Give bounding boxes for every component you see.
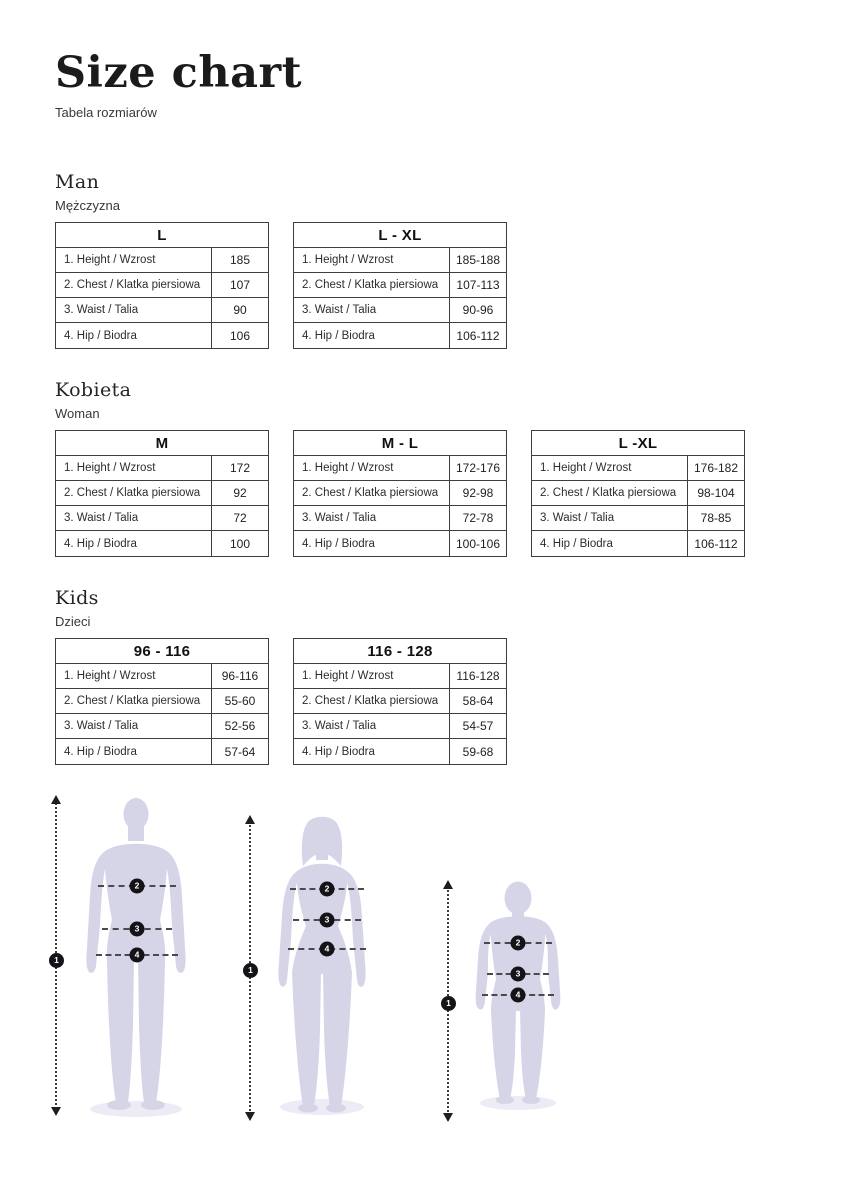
measurement-label: 3. Waist / Talia	[56, 714, 212, 738]
size-table-header: 96 - 116	[56, 639, 268, 664]
measurement-value: 52-56	[224, 719, 256, 733]
section-subheading: Mężczyzna	[55, 198, 121, 213]
measurement-label: 1. Height / Wzrost	[56, 248, 212, 272]
hip-line-child	[482, 989, 554, 1000]
measurement-value: 78-85	[700, 511, 732, 525]
measurement-label: 4. Hip / Biodra	[294, 531, 450, 556]
measurement-value: 90	[233, 303, 247, 317]
measurement-value: 54-57	[462, 719, 494, 733]
measurement-value: 176-182	[693, 461, 739, 475]
marker-hip: 4	[511, 988, 526, 1003]
measurement-value: 100-106	[455, 536, 501, 551]
chest-line-man	[98, 880, 176, 891]
marker-height: 1	[49, 953, 64, 968]
table-row	[294, 273, 506, 298]
waist-line-woman	[293, 914, 361, 925]
size-table-header: 116 - 128	[294, 639, 506, 664]
table-row	[56, 481, 268, 506]
section-subheading: Dzieci	[55, 614, 91, 629]
size-table-header: L	[56, 223, 268, 248]
marker-chest: 2	[511, 936, 526, 951]
measurement-label: 1. Height / Wzrost	[532, 456, 688, 480]
measurement-label: 1. Height / Wzrost	[294, 248, 450, 272]
size-table-kids-116-128	[293, 638, 507, 765]
measurement-value: 72	[233, 511, 247, 525]
table-row	[294, 506, 506, 531]
measurement-value: 185-188	[455, 253, 501, 267]
page-subtitle: Tabela rozmiarów	[55, 105, 157, 120]
size-table-kids-96-116	[55, 638, 269, 765]
table-row	[532, 531, 744, 556]
size-table-woman-l-xl	[531, 430, 745, 557]
measurement-label: 3. Waist / Talia	[56, 506, 212, 530]
section-kids	[55, 587, 848, 765]
measurement-value: 90-96	[462, 303, 494, 317]
marker-hip: 4	[130, 948, 145, 963]
table-row	[294, 248, 506, 273]
table-row	[56, 714, 268, 739]
measurement-value: 107-113	[456, 278, 500, 292]
table-row	[294, 689, 506, 714]
measurement-value: 185	[229, 253, 251, 267]
arrowhead-down-icon	[245, 1112, 255, 1121]
measurement-value: 59-68	[462, 744, 494, 759]
measurement-label: 2. Chest / Klatka piersiowa	[56, 273, 212, 297]
measurement-label: 3. Waist / Talia	[532, 506, 688, 530]
measurement-value: 172	[229, 461, 251, 475]
measurement-value: 57-64	[224, 744, 256, 759]
section-heading: Kids	[55, 587, 99, 609]
height-arrow-child	[447, 883, 449, 1119]
marker-height: 1	[243, 963, 258, 978]
hip-line-man	[96, 949, 178, 960]
table-row	[294, 664, 506, 689]
size-table-header: L - XL	[294, 223, 506, 248]
size-table-man-l	[55, 222, 269, 349]
arrowhead-up-icon	[443, 880, 453, 889]
measurement-label: 3. Waist / Talia	[294, 298, 450, 322]
chest-line-child	[484, 937, 552, 948]
measurement-label: 4. Hip / Biodra	[56, 739, 212, 764]
marker-waist: 3	[511, 967, 526, 982]
table-row	[56, 689, 268, 714]
kids-tables-row	[55, 638, 848, 765]
measurement-label: 1. Height / Wzrost	[294, 456, 450, 480]
table-row	[532, 506, 744, 531]
waist-line-child	[487, 968, 549, 979]
measurement-label: 2. Chest / Klatka piersiowa	[294, 273, 450, 297]
size-table-woman-m	[55, 430, 269, 557]
measurement-label: 2. Chest / Klatka piersiowa	[294, 689, 450, 713]
measurement-label: 4. Hip / Biodra	[56, 531, 212, 556]
table-row	[56, 664, 268, 689]
measurement-figures	[0, 791, 848, 1196]
marker-chest: 2	[320, 882, 335, 897]
table-row	[56, 531, 268, 556]
woman-tables-row	[55, 430, 848, 557]
measurement-value: 72-78	[462, 511, 494, 525]
measurement-label: 2. Chest / Klatka piersiowa	[294, 481, 450, 505]
waist-line-man	[102, 923, 172, 934]
man-tables-row	[55, 222, 848, 349]
measurement-label: 2. Chest / Klatka piersiowa	[532, 481, 688, 505]
table-row	[294, 323, 506, 348]
measurement-label: 4. Hip / Biodra	[56, 323, 212, 348]
section-heading: Man	[55, 171, 100, 193]
measurement-label: 3. Waist / Talia	[56, 298, 212, 322]
measurement-label: 2. Chest / Klatka piersiowa	[56, 481, 212, 505]
arrowhead-up-icon	[245, 815, 255, 824]
measurement-value: 96-116	[221, 669, 259, 683]
measurement-value: 98-104	[697, 486, 735, 500]
size-table-header: M - L	[294, 431, 506, 456]
hip-line-woman	[288, 943, 366, 954]
measurement-label: 4. Hip / Biodra	[294, 739, 450, 764]
measurement-label: 4. Hip / Biodra	[532, 531, 688, 556]
size-table-man-l-xl	[293, 222, 507, 349]
section-man	[55, 171, 848, 349]
measurement-value: 107	[229, 278, 251, 292]
measurement-value: 100	[229, 536, 251, 551]
woman-silhouette	[266, 814, 378, 1116]
table-row	[294, 714, 506, 739]
measurement-value: 58-64	[462, 694, 494, 708]
measurement-value: 106-112	[456, 328, 500, 343]
measurement-label: 2. Chest / Klatka piersiowa	[56, 689, 212, 713]
measurement-label: 1. Height / Wzrost	[294, 664, 450, 688]
table-row	[294, 456, 506, 481]
child-figure	[436, 879, 586, 1129]
height-arrow-woman	[249, 818, 251, 1118]
marker-height: 1	[441, 996, 456, 1011]
table-row	[56, 456, 268, 481]
table-row	[56, 248, 268, 273]
arrowhead-down-icon	[443, 1113, 453, 1122]
chest-line-woman	[290, 883, 364, 894]
section-heading: Kobieta	[55, 379, 132, 401]
table-row	[56, 298, 268, 323]
size-table-header: M	[56, 431, 268, 456]
measurement-label: 1. Height / Wzrost	[56, 456, 212, 480]
table-row	[294, 739, 506, 764]
measurement-value: 116-128	[456, 669, 500, 683]
marker-hip: 4	[320, 942, 335, 957]
measurement-label: 4. Hip / Biodra	[294, 323, 450, 348]
measurement-value: 106-112	[694, 536, 738, 551]
measurement-label: 3. Waist / Talia	[294, 506, 450, 530]
man-figure	[44, 796, 214, 1126]
marker-waist: 3	[130, 922, 145, 937]
size-table-header: L -XL	[532, 431, 744, 456]
measurement-value: 106	[229, 328, 251, 343]
measurement-value: 55-60	[224, 694, 256, 708]
page-title: Size chart	[55, 48, 302, 98]
measurement-value: 92	[233, 486, 247, 500]
table-row	[532, 481, 744, 506]
marker-waist: 3	[320, 913, 335, 928]
section-subheading: Woman	[55, 406, 100, 421]
table-row	[532, 456, 744, 481]
table-row	[56, 323, 268, 348]
woman-figure	[238, 814, 408, 1129]
table-row	[56, 506, 268, 531]
table-row	[56, 739, 268, 764]
arrowhead-down-icon	[51, 1107, 61, 1116]
height-arrow-man	[55, 798, 57, 1113]
measurement-label: 1. Height / Wzrost	[56, 664, 212, 688]
measurement-label: 3. Waist / Talia	[294, 714, 450, 738]
measurement-value: 92-98	[462, 486, 494, 500]
table-row	[294, 298, 506, 323]
marker-chest: 2	[130, 879, 145, 894]
size-table-woman-m-l	[293, 430, 507, 557]
table-row	[294, 531, 506, 556]
section-woman	[55, 379, 848, 557]
table-row	[294, 481, 506, 506]
arrowhead-up-icon	[51, 795, 61, 804]
table-row	[56, 273, 268, 298]
measurement-value: 172-176	[455, 461, 501, 475]
